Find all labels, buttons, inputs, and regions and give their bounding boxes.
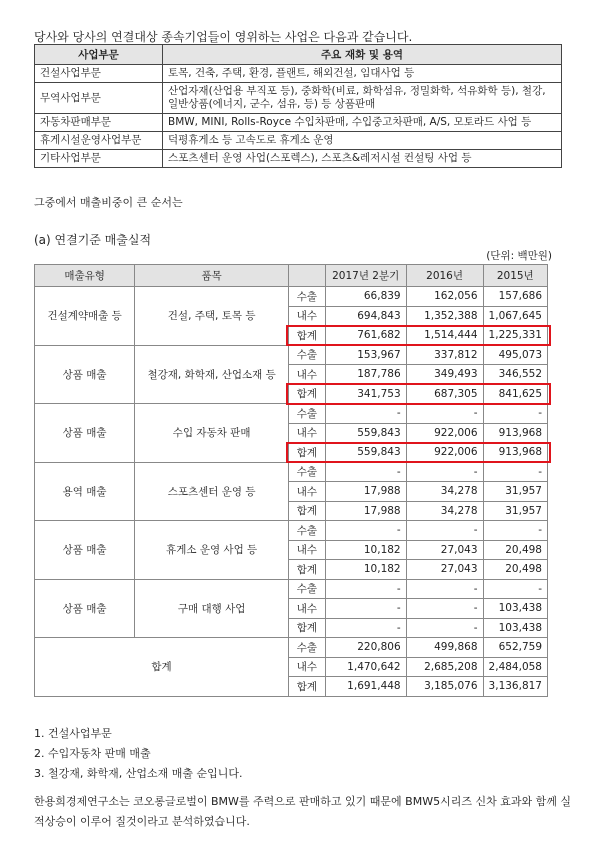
row-label: 합계 <box>289 560 326 580</box>
row-label: 내수 <box>289 482 326 502</box>
row-label: 합계 <box>289 384 326 404</box>
value-cell: 17,988 <box>325 501 406 521</box>
column-header: 매출유형 <box>35 265 135 287</box>
value-cell: 495,073 <box>483 345 547 365</box>
value-cell: - <box>325 599 406 619</box>
segment-name: 건설사업부문 <box>35 65 163 83</box>
column-header: 2015년 <box>483 265 547 287</box>
sales-item: 스포츠센터 운영 등 <box>135 462 289 521</box>
segment-products: 덕평휴게소 등 고속도로 휴게소 운영 <box>163 132 562 150</box>
value-cell: - <box>406 618 483 638</box>
value-cell: 10,182 <box>325 560 406 580</box>
total-row-highlight <box>286 325 551 347</box>
row-label: 합계 <box>289 443 326 463</box>
value-cell: 66,839 <box>325 287 406 307</box>
value-cell: 922,006 <box>406 443 483 463</box>
value-cell: - <box>325 404 406 424</box>
segment-products: BMW, MINI, Rolls-Royce 수입차판매, 수입중고차판매, A/S, 모토라드 사업 등 <box>163 114 562 132</box>
value-cell: 337,812 <box>406 345 483 365</box>
business-segment-table <box>34 44 562 168</box>
grand-total-label: 합계 <box>35 638 289 697</box>
value-cell: 187,786 <box>325 365 406 385</box>
column-header: 2016년 <box>406 265 483 287</box>
sales-item: 구매 대행 사업 <box>135 579 289 638</box>
value-cell: 913,968 <box>483 443 547 463</box>
row-label: 내수 <box>289 306 326 326</box>
table-row <box>35 65 562 83</box>
value-cell: - <box>406 462 483 482</box>
value-cell: - <box>325 521 406 541</box>
value-cell: 31,957 <box>483 501 547 521</box>
row-label: 수출 <box>289 521 326 541</box>
value-cell: 349,493 <box>406 365 483 385</box>
table-row <box>35 345 548 365</box>
value-cell: 157,686 <box>483 287 547 307</box>
column-header: 주요 재화 및 용역 <box>163 45 562 65</box>
segment-products: 산업자재(산업용 부직포 등), 중화학(비료, 화학섬유, 정밀화학, 석유화학 등), 철강, 일반상품(에너지, 군수, 섬유, 등) 등 상품판매 <box>163 83 562 114</box>
value-cell: 3,185,076 <box>406 677 483 697</box>
value-cell: 499,868 <box>406 638 483 658</box>
total-row-highlight <box>286 383 551 405</box>
conclusion-text: 한용희경제연구소는 코오롱글로벌이 BMW를 주력으로 판매하고 있기 때문에 BMW5시리즈 신차 효과와 함께 실적상승이 이루어 질것이라고 분석하였습니다. <box>34 795 571 828</box>
value-cell: 694,843 <box>325 306 406 326</box>
segment-name: 휴게시설운영사업부문 <box>35 132 163 150</box>
sales-type: 상품 매출 <box>35 579 135 638</box>
value-cell: 559,843 <box>325 443 406 463</box>
value-cell: 841,625 <box>483 384 547 404</box>
value-cell: 2,685,208 <box>406 657 483 677</box>
value-cell: 1,691,448 <box>325 677 406 697</box>
value-cell: 17,988 <box>325 482 406 502</box>
row-label: 합계 <box>289 677 326 697</box>
row-label: 수출 <box>289 345 326 365</box>
sales-type: 상품 매출 <box>35 404 135 463</box>
value-cell: 20,498 <box>483 560 547 580</box>
row-label: 수출 <box>289 404 326 424</box>
value-cell: 34,278 <box>406 501 483 521</box>
value-cell: 31,957 <box>483 482 547 502</box>
value-cell: 1,225,331 <box>483 326 547 346</box>
value-cell: 20,498 <box>483 540 547 560</box>
value-cell: 1,470,642 <box>325 657 406 677</box>
value-cell: 341,753 <box>325 384 406 404</box>
value-cell: 103,438 <box>483 599 547 619</box>
sales-order-text: 그중에서 매출비중이 큰 순서는 <box>34 196 183 209</box>
segment-name: 자동차판매부문 <box>35 114 163 132</box>
value-cell: 687,305 <box>406 384 483 404</box>
row-label: 내수 <box>289 657 326 677</box>
value-cell: 10,182 <box>325 540 406 560</box>
column-header: 품목 <box>135 265 289 287</box>
value-cell: 27,043 <box>406 540 483 560</box>
segment-name: 무역사업부문 <box>35 83 163 114</box>
value-cell: 34,278 <box>406 482 483 502</box>
value-cell: - <box>406 404 483 424</box>
value-cell: 1,352,388 <box>406 306 483 326</box>
table-row <box>35 132 562 150</box>
table-row <box>35 114 562 132</box>
unit-label: (단위: 백만원) <box>486 250 552 262</box>
sales-type: 건설계약매출 등 <box>35 287 135 346</box>
value-cell: - <box>406 599 483 619</box>
table-row <box>35 521 548 541</box>
value-cell: 1,067,645 <box>483 306 547 326</box>
value-cell: 922,006 <box>406 423 483 443</box>
value-cell: 27,043 <box>406 560 483 580</box>
value-cell: 346,552 <box>483 365 547 385</box>
row-label: 합계 <box>289 501 326 521</box>
value-cell: 2,484,058 <box>483 657 547 677</box>
value-cell: 220,806 <box>325 638 406 658</box>
row-label: 내수 <box>289 540 326 560</box>
note-item: 3. 철강재, 화학재, 산업소재 매출 순입니다. <box>34 767 243 780</box>
value-cell: - <box>483 579 547 599</box>
section-title: (a) 연결기준 매출실적 <box>34 233 152 247</box>
intro-text: 당사와 당사의 연결대상 종속기업들이 영위하는 사업은 다음과 같습니다. <box>34 30 413 44</box>
sales-item: 건설, 주택, 토목 등 <box>135 287 289 346</box>
note-item: 2. 수입자동차 판매 매출 <box>34 747 151 760</box>
row-label: 합계 <box>289 326 326 346</box>
segment-products: 토목, 건축, 주택, 환경, 플랜트, 해외건설, 임대사업 등 <box>163 65 562 83</box>
row-label: 수출 <box>289 579 326 599</box>
sales-type: 상품 매출 <box>35 521 135 580</box>
sales-item: 휴게소 운영 사업 등 <box>135 521 289 580</box>
sales-item: 철강재, 화학재, 산업소재 등 <box>135 345 289 404</box>
column-header: 2017년 2분기 <box>325 265 406 287</box>
table-row <box>35 462 548 482</box>
value-cell: - <box>406 521 483 541</box>
total-row-highlight <box>286 442 551 464</box>
row-label: 수출 <box>289 638 326 658</box>
table-row <box>35 404 548 424</box>
value-cell: - <box>483 521 547 541</box>
table-row <box>35 579 548 599</box>
notes-list <box>34 724 242 784</box>
table-header-row <box>35 45 562 65</box>
value-cell: 559,843 <box>325 423 406 443</box>
column-header <box>289 265 326 287</box>
note-item: 1. 건설사업부문 <box>34 727 112 740</box>
value-cell: - <box>483 462 547 482</box>
table-row <box>35 150 562 168</box>
sales-type: 상품 매출 <box>35 345 135 404</box>
value-cell: - <box>325 462 406 482</box>
value-cell: 761,682 <box>325 326 406 346</box>
value-cell: 1,514,444 <box>406 326 483 346</box>
value-cell: 652,759 <box>483 638 547 658</box>
table-row <box>35 287 548 307</box>
value-cell: 103,438 <box>483 618 547 638</box>
column-header: 사업부문 <box>35 45 163 65</box>
row-label: 수출 <box>289 287 326 307</box>
row-label: 내수 <box>289 423 326 443</box>
table-row <box>35 83 562 114</box>
value-cell: 3,136,817 <box>483 677 547 697</box>
value-cell: - <box>325 618 406 638</box>
segment-name: 기타사업부문 <box>35 150 163 168</box>
sales-item: 수입 자동차 판매 <box>135 404 289 463</box>
row-label: 내수 <box>289 365 326 385</box>
value-cell: - <box>483 404 547 424</box>
segment-products: 스포츠센터 운영 사업(스포렉스), 스포츠&레저시설 컨설팅 사업 등 <box>163 150 562 168</box>
row-label: 합계 <box>289 618 326 638</box>
value-cell: - <box>406 579 483 599</box>
total-row <box>35 638 548 658</box>
table-header-row <box>35 265 548 287</box>
sales-type: 용역 매출 <box>35 462 135 521</box>
row-label: 내수 <box>289 599 326 619</box>
value-cell: 162,056 <box>406 287 483 307</box>
row-label: 수출 <box>289 462 326 482</box>
value-cell: 913,968 <box>483 423 547 443</box>
value-cell: - <box>325 579 406 599</box>
value-cell: 153,967 <box>325 345 406 365</box>
